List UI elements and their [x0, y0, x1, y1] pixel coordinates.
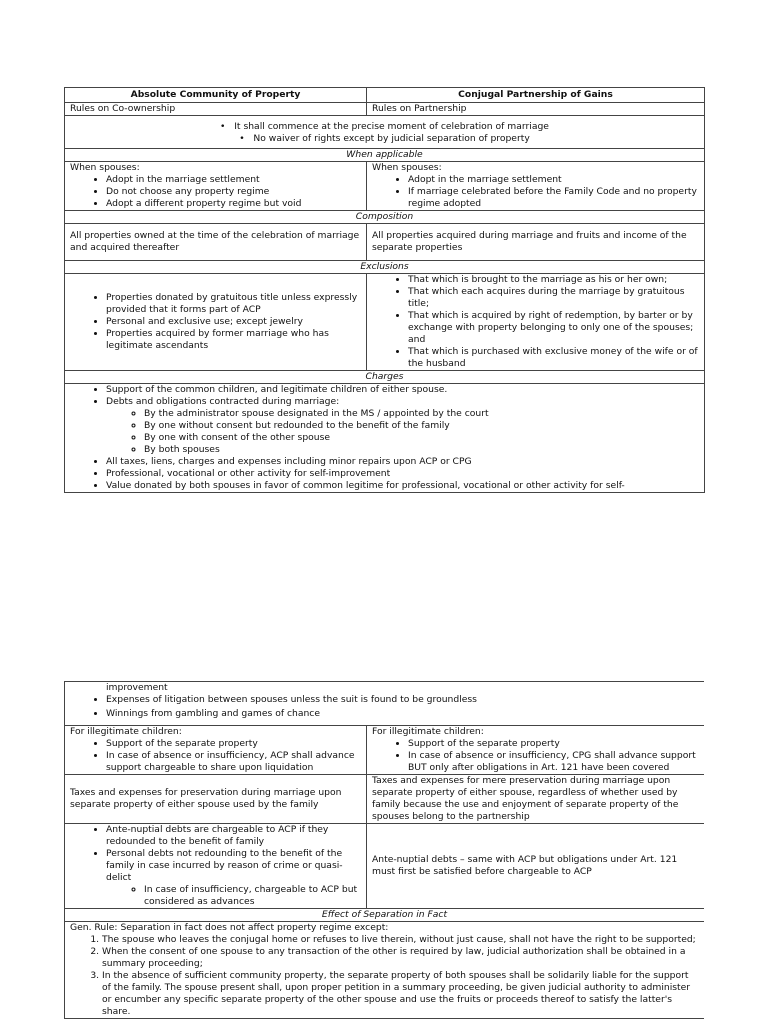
rules-acp: Rules on Co-ownership	[65, 103, 367, 116]
illegitimate-intro: For illegitimate children:	[372, 726, 484, 737]
list-item: • Do not choose any property regime	[106, 186, 361, 198]
list-item: • Professional, vocational or other activity for self-improvement	[106, 468, 699, 480]
when-applicable-acp	[65, 162, 367, 211]
rules-cpg: Rules on Partnership	[367, 103, 705, 116]
list-item: • If marriage celebrated before the Family Code and no property regime adopted	[408, 186, 699, 210]
list-item: • Ante-nuptial debts are chargeable to ACP if they redounded to the benefit of family	[106, 824, 361, 848]
section-when-applicable: When applicable	[65, 149, 705, 162]
separation-content	[65, 922, 705, 1019]
list-item: • Adopt in the marriage settlement	[408, 174, 699, 186]
personal-debts-text: Personal debts not redounding to the benefit of the family in case incurred by reason of crime or quasi-delict	[106, 848, 343, 883]
section-separation: Effect of Separation in Fact	[65, 909, 705, 922]
illegitimate-cpg	[367, 726, 705, 775]
list-item: • Winnings from gambling and games of chance	[106, 708, 699, 720]
list-item: • That which each acquires during the marriage by gratuitous title;	[408, 286, 699, 310]
common-rule-item: • It shall commence at the precise moment of celebration of marriage	[70, 121, 699, 133]
when-intro: When spouses:	[372, 162, 442, 173]
charges-list-continued	[65, 682, 705, 726]
list-item: • That which is purchased with exclusive money of the wife or of the husband	[408, 346, 699, 370]
taxes-acp: Taxes and expenses for preservation during marriage upon separate property of either spouse used by the family	[65, 775, 367, 824]
charges-continuation: improvement	[106, 682, 168, 693]
exclusions-cpg	[367, 274, 705, 371]
charges-debts-label: Debts and obligations contracted during marriage:	[106, 396, 340, 407]
common-rule-item: • No waiver of rights except by judicial separation of property	[70, 133, 699, 145]
list-item: • In case of absence or insufficiency, CPG shall advance support BUT only after obligations in Art. 121 have been covered	[408, 750, 699, 774]
antenuptial-acp	[65, 824, 367, 909]
page-2	[64, 681, 704, 1024]
common-rules	[65, 116, 705, 149]
list-item	[106, 848, 361, 908]
list-item: • Support of the common children, and legitimate children of either spouse.	[106, 384, 699, 396]
comparison-table-part-1	[64, 87, 705, 493]
list-item: • Adopt in the marriage settlement	[106, 174, 361, 186]
sub-list-item: ◦ By both spouses	[144, 444, 699, 456]
list-item: • Support of the separate property	[408, 738, 699, 750]
header-cpg: Conjugal Partnership of Gains	[367, 88, 705, 103]
header-acp: Absolute Community of Property	[65, 88, 367, 103]
list-item: • Support of the separate property	[106, 738, 361, 750]
list-item: • That which is brought to the marriage as his or her own;	[408, 274, 699, 286]
illegitimate-acp	[65, 726, 367, 775]
sub-list-item: ◦ By the administrator spouse designated in the MS / appointed by the court	[144, 408, 699, 420]
numbered-item: 2. When the consent of one spouse to any transaction of the other is required by law, judicial authorization shall be obtained in a summary proceeding;	[102, 946, 699, 970]
section-composition: Composition	[65, 211, 705, 224]
list-item: • In case of absence or insufficiency, ACP shall advance support chargeable to share upon liquidation	[106, 750, 361, 774]
composition-cpg: All properties acquired during marriage and fruits and income of the separate properties	[367, 224, 705, 261]
exclusions-acp	[65, 274, 367, 371]
list-item: • Personal and exclusive use; except jewelry	[106, 316, 361, 328]
list-item: • Expenses of litigation between spouses unless the suit is found to be groundless	[106, 694, 699, 706]
list-item: • That which is acquired by right of redemption, by barter or by exchange with property belonging to only one of the spouses; and	[408, 310, 699, 346]
list-item	[106, 396, 699, 456]
sub-list-item: ◦ By one without consent but redounded to the benefit of the family	[144, 420, 699, 432]
antenuptial-cpg: Ante-nuptial debts – same with ACP but obligations under Art. 121 must first be satisfied before chargeable to ACP	[367, 824, 705, 909]
comparison-table-part-2	[64, 681, 704, 1019]
separation-rule: Gen. Rule: Separation in fact does not affect property regime except:	[70, 922, 389, 933]
page-1	[64, 87, 704, 493]
when-intro: When spouses:	[70, 162, 140, 173]
list-item: • Value donated by both spouses in favor of common legitime for professional, vocational or other activity for self-	[106, 480, 699, 492]
list-item: • Properties donated by gratuitous title unless expressly provided that it forms part of ACP	[106, 292, 361, 316]
list-item: • Properties acquired by former marriage who has legitimate ascendants	[106, 328, 361, 352]
list-item: • Adopt a different property regime but void	[106, 198, 361, 210]
charges-list	[65, 384, 705, 493]
section-charges: Charges	[65, 371, 705, 384]
numbered-item: 3. In the absence of sufficient community property, the separate property of both spouses shall be solidarily liable for the support of the family. The spouse present shall, upon proper petition in a summary proceeding, be given judicial authority to administer or encumber any specific separate property of the other spouse and use the fruits or proceeds thereof to satisfy the latter's share.	[102, 970, 699, 1018]
when-applicable-cpg	[367, 162, 705, 211]
sub-list-item: ◦ By one with consent of the other spouse	[144, 432, 699, 444]
taxes-cpg: Taxes and expenses for mere preservation during marriage upon separate property of either spouse, regardless of whether used by family because the use and enjoyment of separate property of the spouses belong to the partnership	[367, 775, 705, 824]
numbered-item: 1. The spouse who leaves the conjugal home or refuses to live therein, without just cause, shall not have the right to be supported;	[102, 934, 699, 946]
illegitimate-intro: For illegitimate children:	[70, 726, 182, 737]
sub-list-item: ◦ In case of insufficiency, chargeable to ACP but considered as advances	[144, 884, 361, 908]
section-exclusions: Exclusions	[65, 261, 705, 274]
composition-acp: All properties owned at the time of the celebration of marriage and acquired thereafter	[65, 224, 367, 261]
list-item: • All taxes, liens, charges and expenses including minor repairs upon ACP or CPG	[106, 456, 699, 468]
